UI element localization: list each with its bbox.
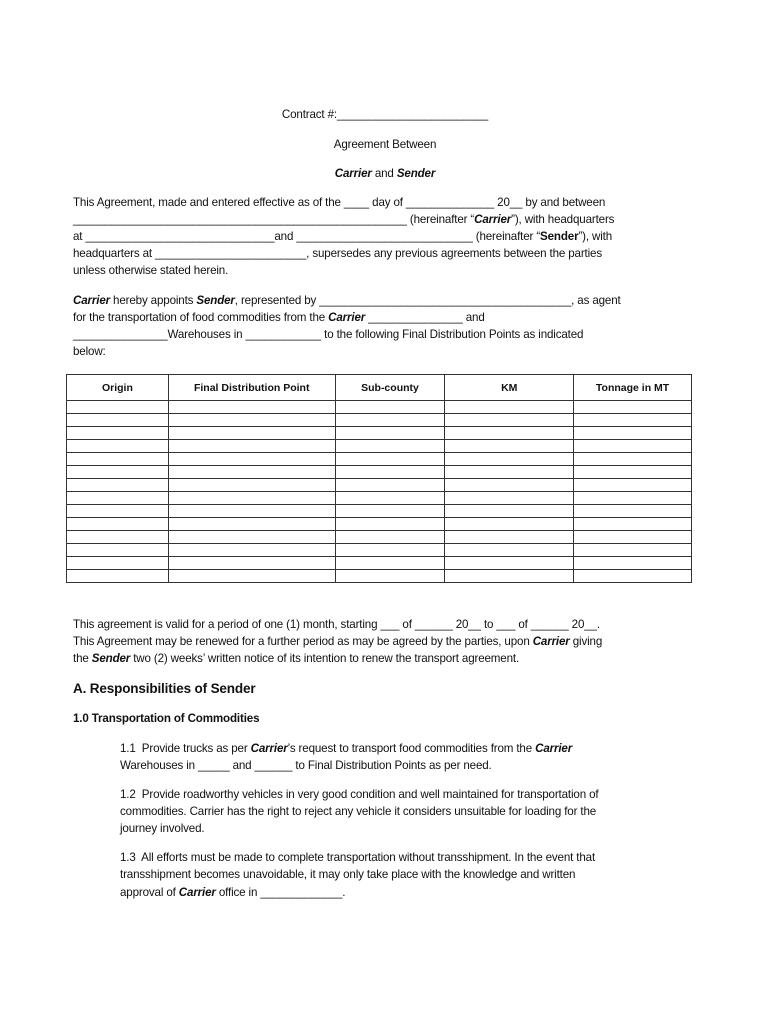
table-row	[67, 492, 692, 505]
table-cell	[574, 518, 692, 531]
item-1-2-line	[120, 788, 598, 802]
text-segment: below:	[73, 345, 106, 358]
para1-line	[73, 213, 614, 227]
text-segment: _______________Warehouses in ____________ to the following Final Distribution Points as indicated	[73, 328, 584, 341]
table-cell	[335, 518, 445, 531]
table-cell	[335, 427, 445, 440]
text-segment: unless otherwise stated herein.	[73, 264, 229, 277]
para1-line	[73, 230, 612, 244]
text-segment: _______________ and	[365, 311, 485, 324]
table-cell	[335, 570, 445, 583]
table-cell	[67, 414, 169, 427]
text-segment: commodities. Carrier has the right to reject any vehicle it considers unsuitable for loading for the	[120, 805, 597, 818]
table-cell	[67, 427, 169, 440]
table-header-row	[67, 375, 692, 401]
table-cell	[445, 492, 574, 505]
table-cell	[335, 453, 445, 466]
table-cell	[168, 427, 335, 440]
table-cell	[67, 479, 169, 492]
emphasis-text: Sender	[540, 230, 579, 243]
text-segment: This Agreement may be renewed for a further period as may be agreed by the parties, upon	[73, 635, 533, 648]
table-row	[67, 570, 692, 583]
text-segment: ’s request to transport food commodities from the	[287, 742, 536, 755]
parties-title	[0, 167, 770, 181]
text-segment: the	[73, 652, 92, 665]
table-cell	[445, 544, 574, 557]
table-cell	[67, 518, 169, 531]
table-cell	[67, 544, 169, 557]
para2-line	[73, 328, 583, 342]
table-row	[67, 427, 692, 440]
item-1-2-line	[120, 822, 204, 836]
agreement-title	[0, 138, 770, 152]
text-segment: Agreement Between	[333, 138, 437, 151]
table-cell	[574, 401, 692, 414]
table-cell	[445, 518, 574, 531]
text-segment: headquarters at ________________________, supersedes any previous agreements between the parties	[73, 247, 602, 260]
table-cell	[168, 453, 335, 466]
table-row	[67, 414, 692, 427]
table-cell	[445, 531, 574, 544]
table-row	[67, 479, 692, 492]
para2-line	[73, 311, 485, 325]
text-segment: two (2) weeks’ written notice of its intention to renew the transport agreement.	[130, 652, 520, 665]
table-cell	[574, 570, 692, 583]
table-cell	[67, 466, 169, 479]
table-cell	[445, 427, 574, 440]
header-final-distribution-point: Final Distribution Point	[168, 375, 335, 401]
text-segment: 1.2 Provide roadworthy vehicles in very good condition and well maintained for transportation of	[120, 788, 599, 801]
emphasis-text: Sender	[396, 167, 436, 180]
table-row	[67, 505, 692, 518]
para2-line	[73, 345, 106, 359]
emphasis-text: Carrier	[250, 742, 288, 755]
table-cell	[574, 531, 692, 544]
para3-line	[73, 635, 602, 649]
table-cell	[574, 453, 692, 466]
item-1-3-line	[120, 851, 595, 865]
table-cell	[445, 401, 574, 414]
table-cell	[445, 505, 574, 518]
table-cell	[67, 440, 169, 453]
emphasis-text: Sender	[91, 652, 131, 665]
table-cell	[335, 531, 445, 544]
table-cell	[67, 505, 169, 518]
text-segment: at ______________________________and ____________________________ (hereinafter “	[73, 230, 541, 243]
text-segment: approval of	[120, 886, 179, 899]
table-cell	[335, 557, 445, 570]
text-segment: Contract #:________________________	[281, 108, 489, 121]
table-cell	[445, 466, 574, 479]
table-cell	[574, 544, 692, 557]
text-segment: hereby appoints	[109, 294, 197, 307]
text-segment: giving	[569, 635, 603, 648]
table-cell	[67, 492, 169, 505]
section-1-0-heading: 1.0 Transportation of Commodities	[73, 712, 260, 725]
header-sub-county: Sub-county	[335, 375, 445, 401]
table-cell	[445, 570, 574, 583]
item-1-1-line	[120, 759, 492, 773]
text-segment: office in _____________.	[215, 886, 346, 899]
table-cell	[335, 544, 445, 557]
text-segment: 1.1 Provide trucks as per	[120, 742, 251, 755]
header-origin: Origin	[67, 375, 169, 401]
emphasis-text: Carrier	[474, 213, 512, 226]
text-segment: journey involved.	[120, 822, 205, 835]
para1-line	[73, 264, 228, 278]
contract-number-line	[0, 108, 770, 122]
table-cell	[445, 414, 574, 427]
table-cell	[574, 414, 692, 427]
table-cell	[335, 440, 445, 453]
text-segment: This Agreement, made and entered effective as of the ____ day of ______________ 20__ by and between	[73, 196, 606, 209]
table-cell	[335, 505, 445, 518]
para1-line	[73, 196, 605, 210]
table-cell	[168, 544, 335, 557]
para3-line	[73, 618, 600, 632]
item-1-1-line	[120, 742, 572, 756]
table-row	[67, 531, 692, 544]
text-segment: Warehouses in _____ and ______ to Final Distribution Points as per need.	[120, 759, 492, 772]
para1-line	[73, 247, 602, 261]
text-segment: 1.3 All efforts must be made to complete transportation without transshipment. In the event that	[120, 851, 596, 864]
text-segment: This agreement is valid for a period of one (1) month, starting ___ of ______ 20__ to ___ of ______ 20__.	[73, 618, 600, 631]
table-cell	[67, 570, 169, 583]
table-cell	[445, 557, 574, 570]
table-cell	[67, 557, 169, 570]
table-cell	[574, 505, 692, 518]
table-row	[67, 401, 692, 414]
emphasis-text: Sender	[196, 294, 235, 307]
text-segment: _____________________________________________________ (hereinafter “	[73, 213, 475, 226]
table-cell	[168, 492, 335, 505]
table-cell	[445, 479, 574, 492]
header-tonnage: Tonnage in MT	[574, 375, 692, 401]
emphasis-text: Carrier	[334, 167, 372, 180]
table-cell	[168, 505, 335, 518]
table-cell	[67, 401, 169, 414]
emphasis-text: Carrier	[532, 635, 570, 648]
table-cell	[335, 479, 445, 492]
emphasis-text: Carrier	[178, 886, 216, 899]
table-cell	[168, 466, 335, 479]
item-1-3-line	[120, 868, 575, 882]
section-a-heading: A. Responsibilities of Sender	[73, 681, 256, 696]
text-segment: ”), with	[578, 230, 613, 243]
header-km: KM	[445, 375, 574, 401]
table-cell	[335, 466, 445, 479]
table-cell	[168, 401, 335, 414]
table-row	[67, 453, 692, 466]
table-cell	[168, 440, 335, 453]
table-cell	[67, 453, 169, 466]
distribution-table	[66, 374, 692, 583]
text-segment: for the transportation of food commodities from the	[73, 311, 329, 324]
table-cell	[574, 427, 692, 440]
emphasis-text: Carrier	[73, 294, 110, 307]
table-row	[67, 518, 692, 531]
table-cell	[335, 492, 445, 505]
table-cell	[574, 479, 692, 492]
table-cell	[168, 479, 335, 492]
table-cell	[168, 414, 335, 427]
para2-line	[73, 294, 621, 308]
item-1-2-line	[120, 805, 596, 819]
table-cell	[574, 492, 692, 505]
table-cell	[574, 440, 692, 453]
table-cell	[335, 414, 445, 427]
text-segment: and	[371, 167, 397, 180]
text-segment: ”), with headquarters	[511, 213, 615, 226]
emphasis-text: Carrier	[328, 311, 366, 324]
table-cell	[574, 466, 692, 479]
item-1-3-line	[120, 886, 345, 900]
text-segment: transshipment becomes unavoidable, it may only take place with the knowledge and written	[120, 868, 576, 881]
emphasis-text: Carrier	[535, 742, 573, 755]
table-cell	[168, 518, 335, 531]
table-row	[67, 544, 692, 557]
table-row	[67, 466, 692, 479]
table-cell	[168, 570, 335, 583]
table-cell	[445, 440, 574, 453]
para3-line	[73, 652, 519, 666]
table-cell	[67, 531, 169, 544]
table-cell	[168, 557, 335, 570]
table-cell	[445, 453, 574, 466]
text-segment: , represented by ________________________________________, as agent	[234, 294, 621, 307]
table-cell	[574, 557, 692, 570]
table-row	[67, 557, 692, 570]
table-cell	[335, 401, 445, 414]
table-row	[67, 440, 692, 453]
table-cell	[168, 531, 335, 544]
